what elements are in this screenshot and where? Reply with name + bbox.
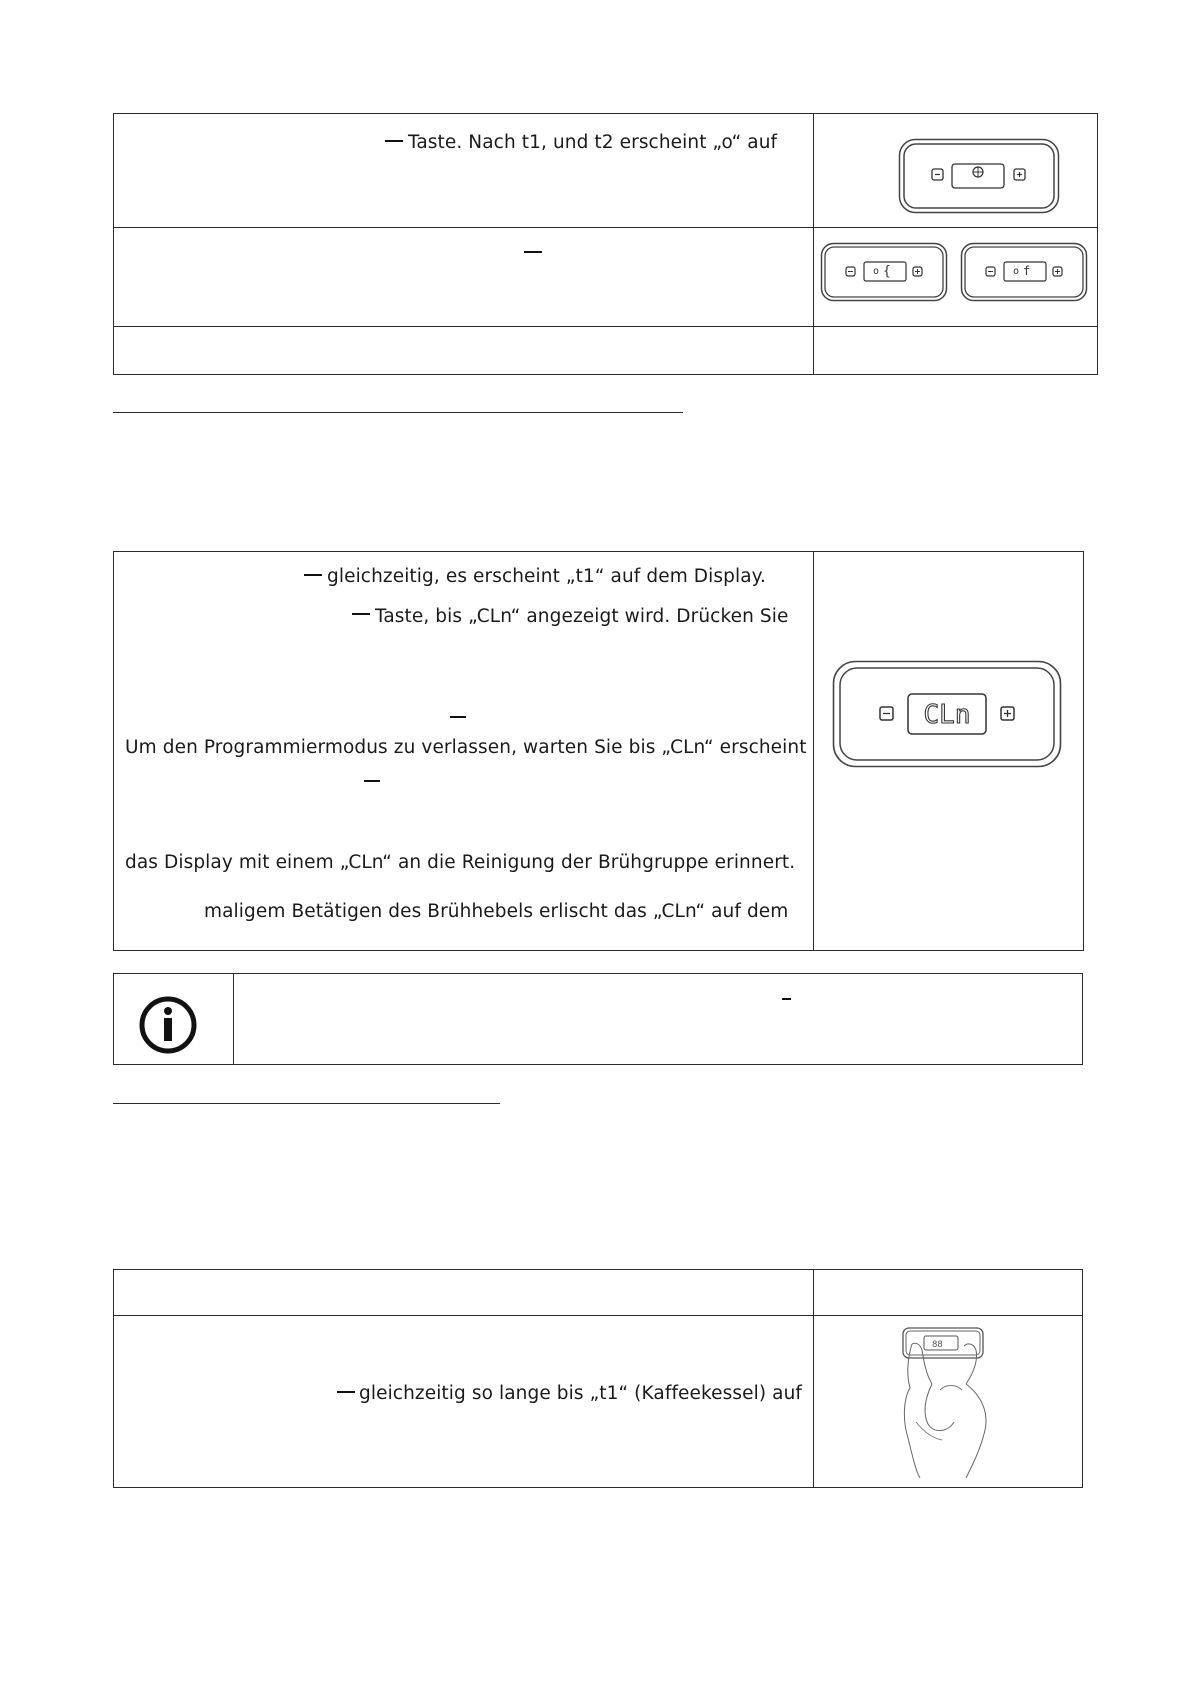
cln-display-illustration [832, 660, 1062, 768]
table-1-row-divider [113, 227, 1098, 228]
heading-underline [113, 1103, 500, 1104]
table-2-column-divider [813, 551, 814, 951]
info-icon [138, 995, 198, 1055]
minus-key-symbol [352, 613, 370, 615]
info-note-box [113, 973, 1083, 1065]
minus-key-symbol [337, 1391, 355, 1393]
minus-key-symbol [450, 716, 466, 718]
svg-text:o: o [873, 266, 880, 277]
table-1-row-1-text: Taste. Nach t1, und t2 erscheint „o“ auf [408, 132, 778, 153]
step-text-2: Taste, bis „CLn“ angezeigt wird. Drücken Sie [375, 606, 789, 627]
heading-underline [113, 412, 683, 413]
control-panel-illustration [898, 138, 1060, 214]
svg-text:{: { [883, 264, 891, 279]
table-3-row-divider [113, 1315, 1083, 1316]
step-text-3: Um den Programmiermodus zu verlassen, warten Sie bis „CLn“ erscheint [125, 737, 807, 758]
minus-key-symbol [364, 780, 380, 782]
minus-key-symbol [385, 140, 403, 142]
minus-key-symbol [304, 574, 322, 576]
svg-text:o: o [1013, 266, 1020, 277]
minus-key-symbol [782, 998, 791, 1000]
control-panel-illustration [960, 242, 1088, 302]
table-1-column-divider [813, 113, 814, 375]
step-text-4: das Display mit einem „CLn“ an die Reinigung der Brühgruppe erinnert. [125, 852, 796, 873]
info-note-divider [233, 973, 234, 1065]
step-text-1: gleichzeitig, es erscheint „t1“ auf dem Display. [327, 566, 767, 587]
step-text-5: maligem Betätigen des Brühhebels erlischt das „CLn“ auf dem [204, 901, 789, 922]
display-readout: CLn [923, 700, 971, 730]
table-1-row-divider [113, 326, 1098, 327]
svg-text:88: 88 [932, 1340, 943, 1350]
svg-text:f: f [1023, 264, 1031, 278]
minus-key-symbol [524, 251, 542, 253]
table-3-column-divider [813, 1269, 814, 1488]
control-panel-illustration [820, 242, 948, 302]
hand-pressing-buttons-illustration [886, 1326, 996, 1480]
table-3-row-1-text: gleichzeitig so lange bis „t1“ (Kaffeekessel) auf [359, 1383, 803, 1404]
